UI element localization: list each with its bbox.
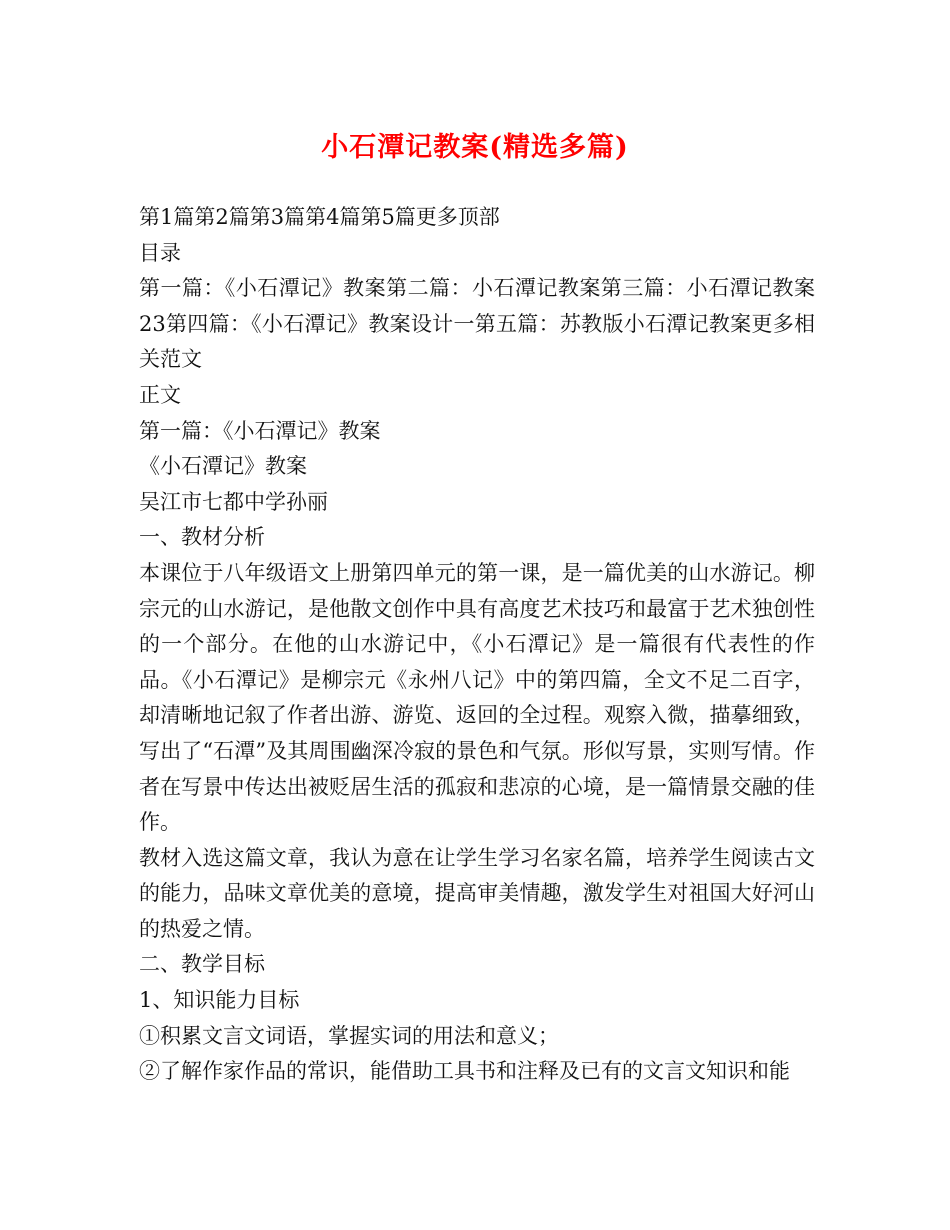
toc-heading: 目录 (139, 240, 181, 265)
author-line: 吴江市七都中学孙丽 (139, 489, 328, 514)
lesson-title: 《小石潭记》教案 (139, 454, 307, 479)
section1-heading: 第一篇：《小石潭记》教案 (139, 418, 381, 443)
toc-content: 第一篇：《小石潭记》教案第二篇：小石潭记教案第三篇：小石潭记教案23第四篇：《小石潭记》教案设计一第五篇：苏教版小石潭记教案更多相关范文 (139, 276, 815, 372)
part2-heading: 二、教学目标 (139, 952, 265, 977)
part1-paragraph-1: 本课位于八年级语文上册第四单元的第一课，是一篇优美的山水游记。柳宗元的山水游记，是他散文创作中具有高度艺术技巧和最富于艺术独创性的一个部分。在他的山水游记中，《小石潭记》是一篇很有代表性的作品。《小石潭记》是柳宗元《永州八记》中的第四篇，全文不足二百字，却清晰地记叙了作者出游、游览、返回的全过程。观察入微，描摹细致，写出了“石潭”及其周围幽深冷寂的景色和气氛。形似写景，实则写情。作者在写景中传达出被贬居生活的孤寂和悲凉的心境，是一篇情景交融的佳作。 (139, 560, 815, 835)
goal1-heading: 1、知识能力目标 (139, 988, 300, 1013)
goal1-item-1: ①积累文言文词语，掌握实词的用法和意义； (139, 1023, 559, 1048)
document-body (139, 200, 815, 1090)
part1-paragraph-2: 教材入选这篇文章，我认为意在让学生学习名家名篇，培养学生阅读古文的能力，品味文章优美的意境，提高审美情趣，激发学生对祖国大好河山的热爱之情。 (139, 845, 815, 941)
section-nav: 第1篇第2篇第3篇第4篇第5篇更多顶部 (139, 205, 500, 229)
part1-heading: 一、教材分析 (139, 525, 265, 550)
document-title: 小石潭记教案(精选多篇) (321, 132, 629, 163)
body-heading: 正文 (139, 382, 181, 407)
goal1-item-2: ②了解作家作品的常识，能借助工具书和注释及已有的文言文知识和能 (139, 1059, 790, 1084)
